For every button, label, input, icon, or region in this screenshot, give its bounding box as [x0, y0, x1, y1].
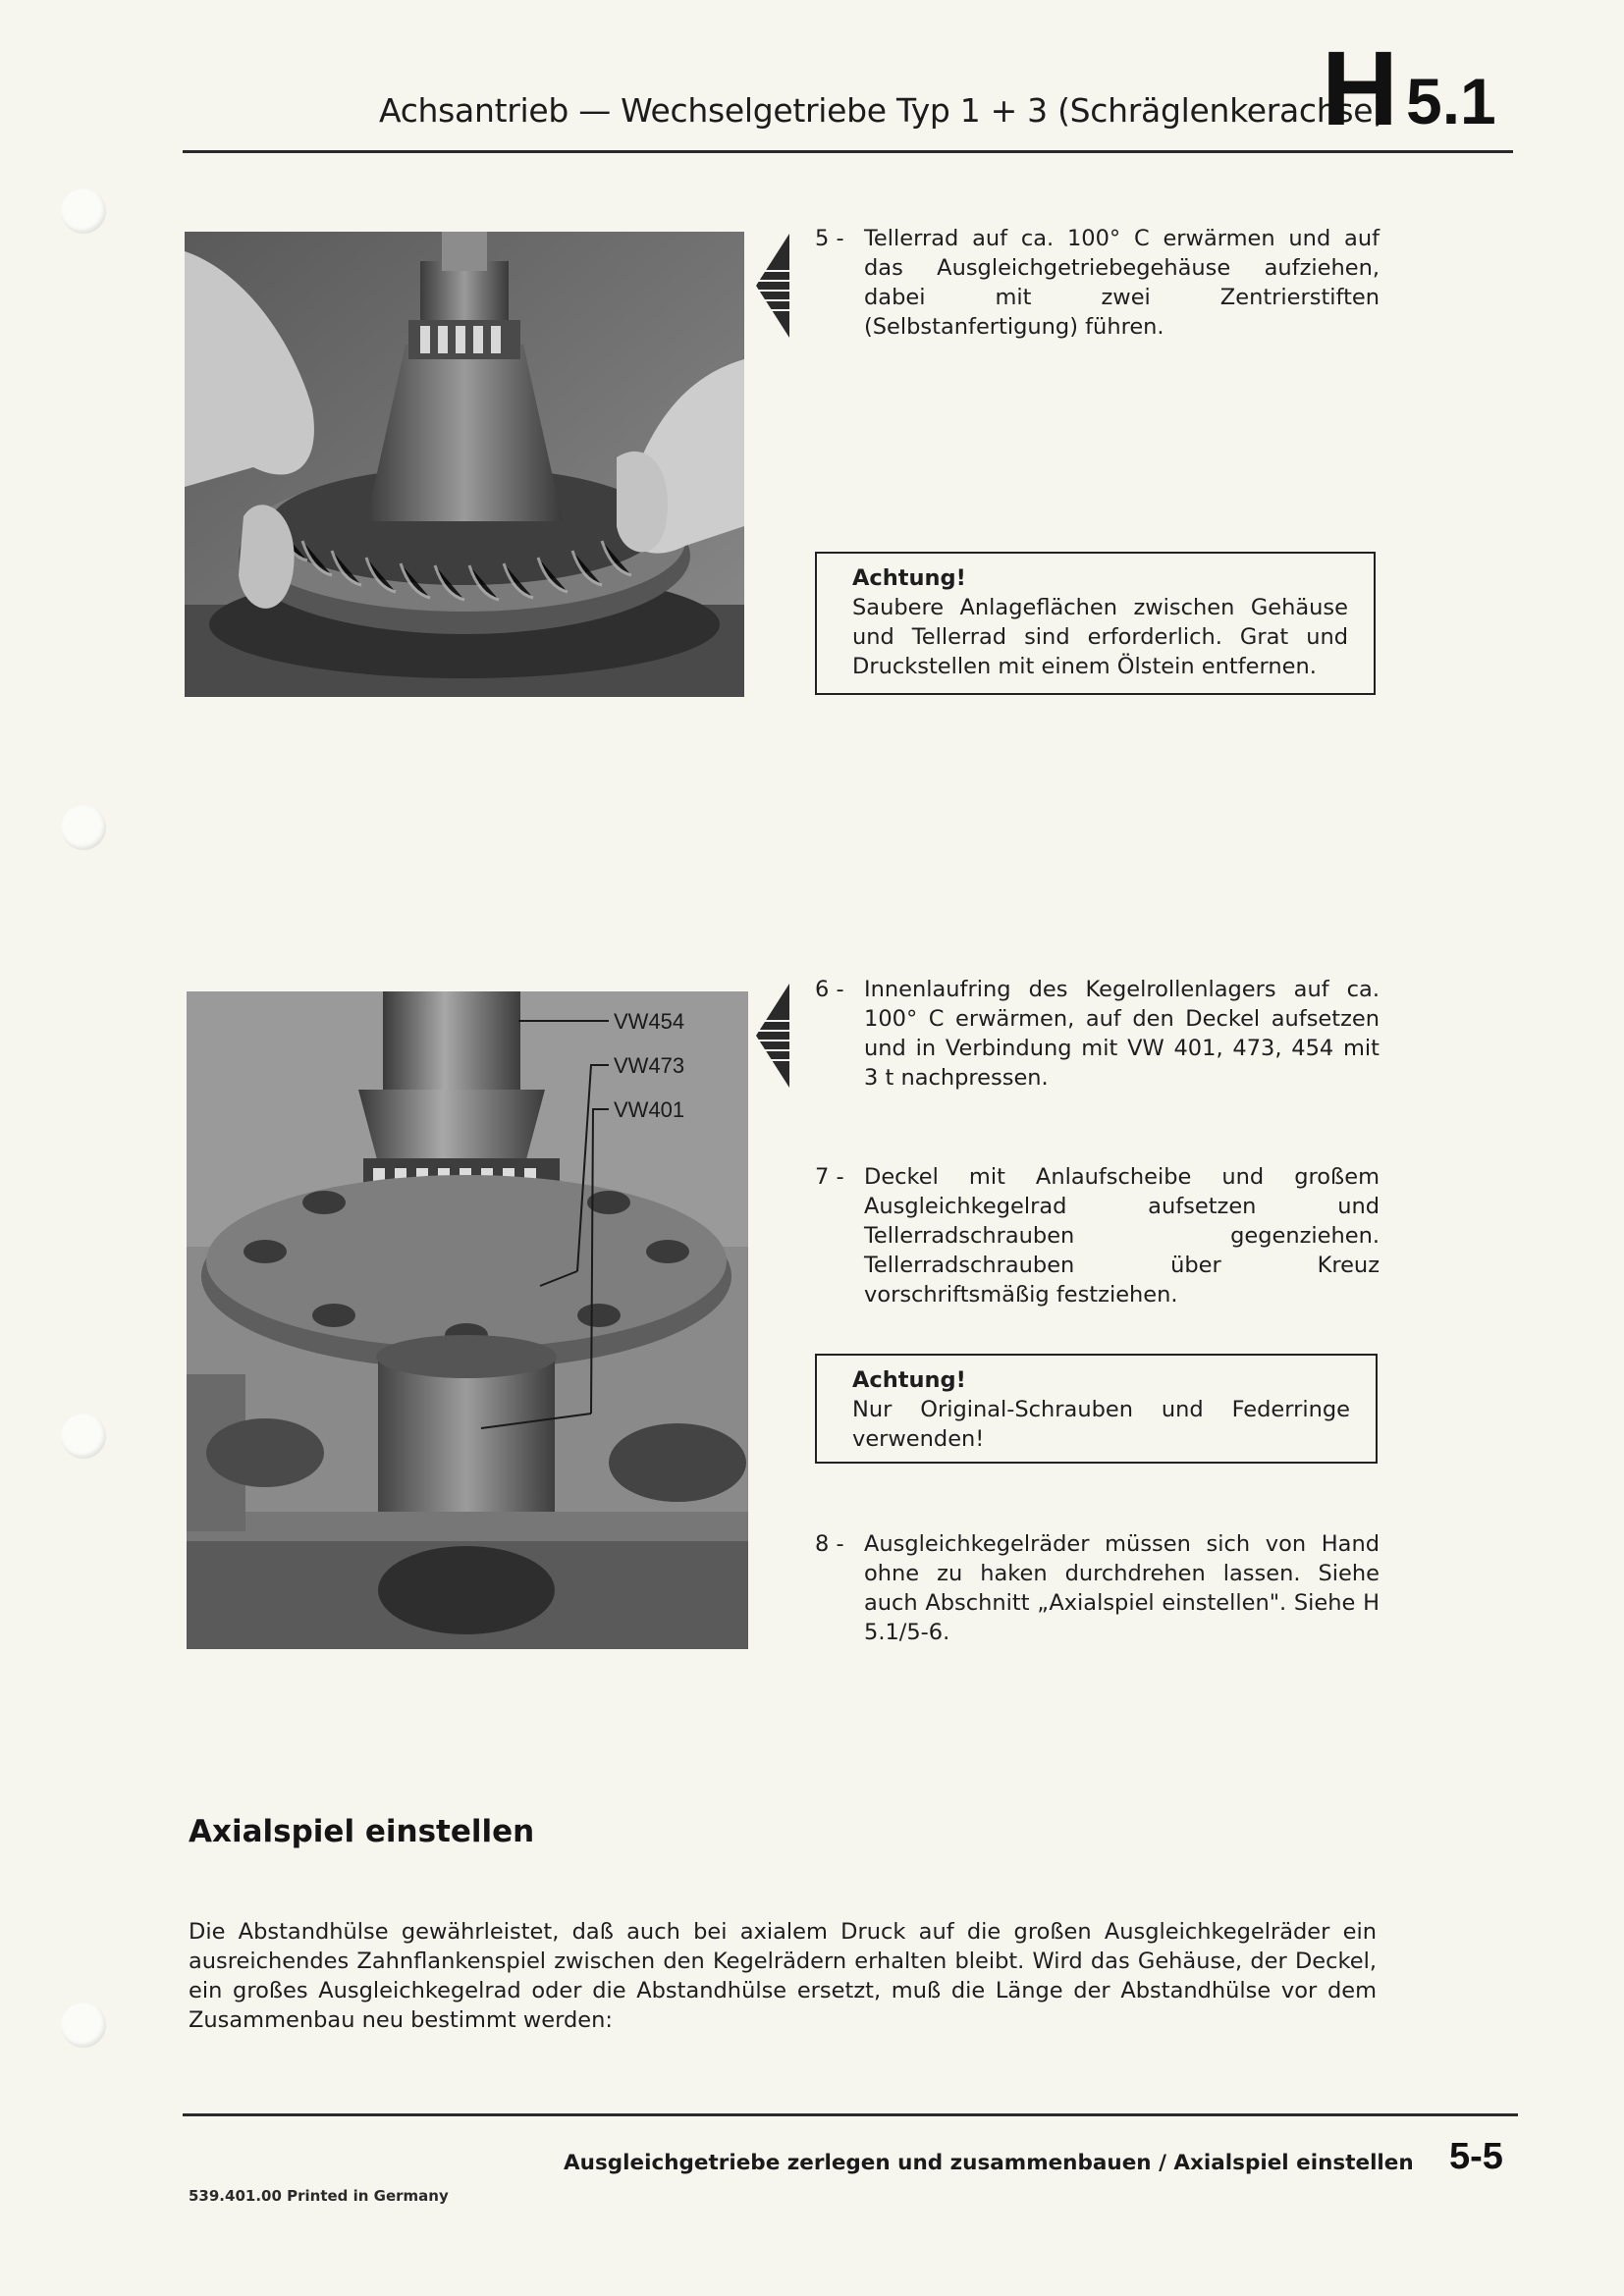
step-6 [815, 975, 1380, 1096]
note-text: Nur Original-Schrauben und Federringe verwenden! [852, 1397, 1350, 1452]
header-rule [183, 150, 1513, 153]
step-5 [815, 224, 1380, 346]
tool-label-vw454: VW454 [614, 1009, 685, 1034]
note-text: Saubere Anlageflächen zwischen Gehäuse und Tellerrad sind erforderlich. Grat und Druckstellen mit einem Ölstein entfernen. [852, 595, 1348, 679]
callout-arrow-icon [756, 232, 793, 340]
step-8 [815, 1529, 1380, 1651]
punch-hole [61, 2002, 106, 2048]
note-title: Achtung! [852, 565, 966, 591]
punch-hole [61, 1414, 106, 1459]
footer-title: Ausgleichgetriebe zerlegen und zusammenbauen / Axialspiel einstellen [564, 2151, 1414, 2175]
page-header-title: Achsantrieb — Wechselgetriebe Typ 1 + 3 (Schräglenkerachse) [379, 91, 1385, 130]
section-heading: Axialspiel einstellen [189, 1814, 535, 1849]
punch-hole [61, 805, 106, 850]
section-paragraph: Die Abstandhülse gewährleistet, daß auch bei axialem Druck auf die großen Ausgleichkegelräder ein ausreichendes Zahnflankenspiel zwischen den Kegelrädern erhalten bleibt. Wird das Gehäuse, der Deckel, ein großes Ausgleichkegelrad oder die Abstandhülse ersetzt, muß die Länge der Abstandhülse vor dem Zusammenbau neu bestimmt werden: [189, 1919, 1377, 2033]
note-box [815, 552, 1376, 695]
note-box [815, 1354, 1378, 1464]
note-title: Achtung! [852, 1367, 966, 1393]
document-code: 539.401.00 Printed in Germany [189, 2187, 449, 2205]
section-number: 5.1 [1406, 65, 1496, 137]
step-text: Innenlaufring des Kegelrollenlagers auf ca. 100° C erwärmen, auf den Deckel aufsetzen und in Verbindung mit VW 401, 473, 454 mit 3 t nachpressen. [864, 977, 1380, 1091]
tool-label-vw473: VW473 [614, 1053, 685, 1078]
footer-rule [183, 2113, 1518, 2116]
step-7 [815, 1162, 1380, 1308]
step-number: 6 - [815, 977, 844, 1002]
section-letter: H [1322, 28, 1398, 147]
step-number: 8 - [815, 1531, 844, 1557]
tool-label-vw401: VW401 [614, 1097, 685, 1122]
step-text: Ausgleichkegelräder müssen sich von Hand ohne zu haken durchdrehen lassen. Siehe auch Abschnitt „Axialspiel einstellen". Siehe H 5.1/5-6. [864, 1531, 1380, 1645]
punch-hole [61, 188, 106, 234]
step-text: Deckel mit Anlaufscheibe und großem Ausgleichkegelrad aufsetzen und Tellerradschrauben gegenziehen. Tellerradschrauben über Kreuz vorschriftsmäßig festziehen. [864, 1164, 1380, 1308]
step-number: 5 - [815, 226, 844, 251]
callout-arrow-icon [756, 982, 793, 1090]
step-text: Tellerrad auf ca. 100° C erwärmen und auf das Ausgleichgetriebegehäuse aufziehen, dabei mit zwei Zentrierstiften (Selbstanfertigung) führen. [864, 226, 1380, 340]
photo-bearing-press [187, 991, 748, 1649]
photo-ring-gear-fitting [185, 232, 744, 697]
page-number: 5-5 [1449, 2136, 1503, 2177]
step-number: 7 - [815, 1164, 844, 1190]
